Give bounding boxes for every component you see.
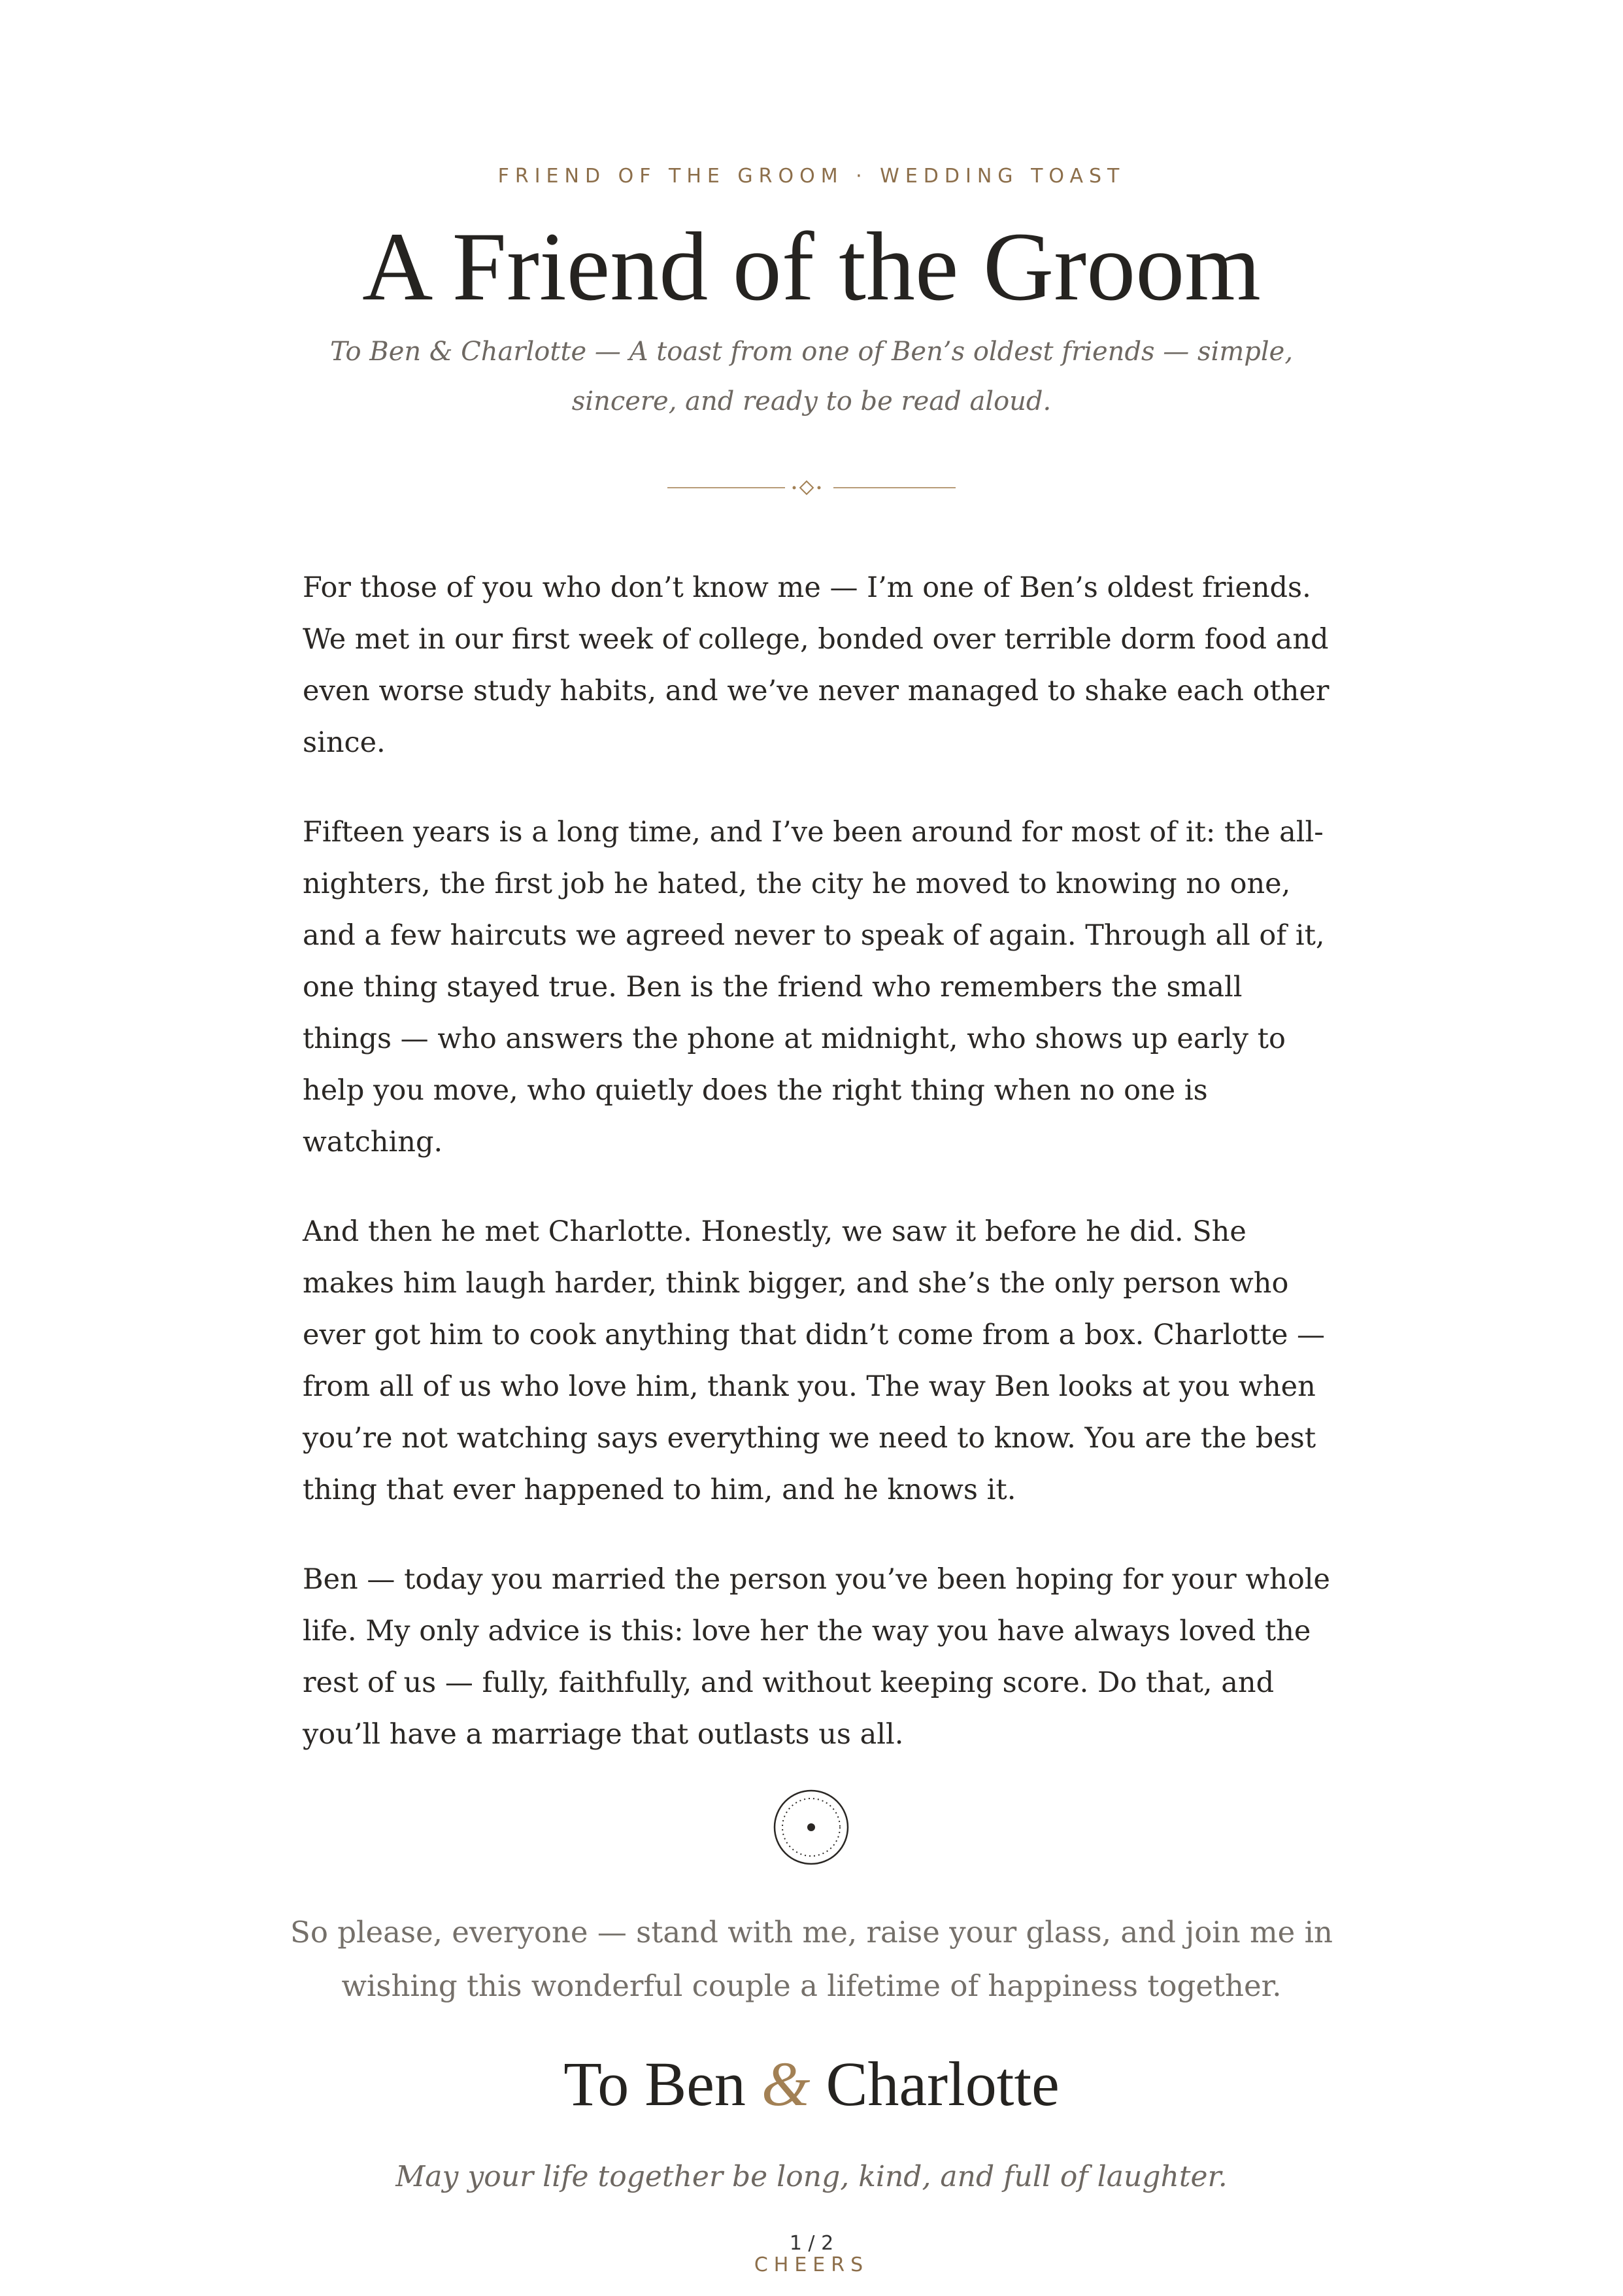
ornamental-divider [667,476,956,499]
body-paragraph: For those of you who don’t know me — I’m one of Ben’s oldest friends. We met in our first week of college, bonded over terrible dorm food and even worse study habits, and we’ve never managed to shake each other since. [303,571,1330,759]
page-number: 1 / 2 [789,2232,834,2255]
divider-dot-right [818,486,821,490]
page-title: A Friend of the Groom [362,212,1261,321]
toast-body [303,562,1335,1798]
eyebrow-label: FRIEND OF THE GROOM · WEDDING TOAST [497,165,1126,188]
toast-name-charlotte: Charlotte [810,2049,1060,2119]
ampersand: & [761,2049,811,2119]
body-paragraph: Fifteen years is a long time, and I’ve been around for most of it: the all-nighters, the first job he hated, the city he moved to knowing no one, and a few haircuts we agreed never to speak of again. Through all of it, one thing stayed true. Ben is the friend who remembers the small things — who answers the phone at midnight, who shows up early to help you move, who quietly does the right thing when no one is watching. [303,816,1325,1158]
divider-diamond-icon [800,481,813,494]
subtitle-line: To Ben & Charlotte — A toast from one of Ben’s oldest friends — simple, [329,337,1294,367]
body-paragraph: Ben — today you married the person you’ve been hoping for your whole life. My only advice is this: love her the way you have always loved the rest of us — fully, faithfully, and without keeping score. Do that, and you’ll have a marriage that outlasts us all. [303,1563,1330,1751]
page-subtitle [327,327,1296,426]
closing-call [288,1906,1335,2013]
divider-dot-left [793,486,796,490]
toast-name-ben: To Ben [563,2049,761,2119]
body-paragraph: And then he met Charlotte. Honestly, we saw it before he did. She makes him laugh harder, think bigger, and she’s the only person who ever got him to cook anything that didn’t come from a box. Charlotte — from all of us who love him, thank you. The way Ben looks at you when you’re not watching says everything we need to know. You are the best thing that ever happened to him, and he knows it. [303,1215,1326,1506]
closing-line: wishing this wonderful couple a lifetime of happiness together. [341,1968,1282,2003]
toast-heading [0,2045,1623,2123]
closing-line: So please, everyone — stand with me, raise your glass, and join me in [290,1915,1333,1950]
circle-ornament-icon [772,1788,850,1866]
wish-line: May your life together be long, kind, and full of laughter. [395,2160,1228,2193]
cheers-label: CHEERS [754,2254,869,2276]
subtitle-line: sincere, and ready to be read aloud. [571,386,1052,416]
